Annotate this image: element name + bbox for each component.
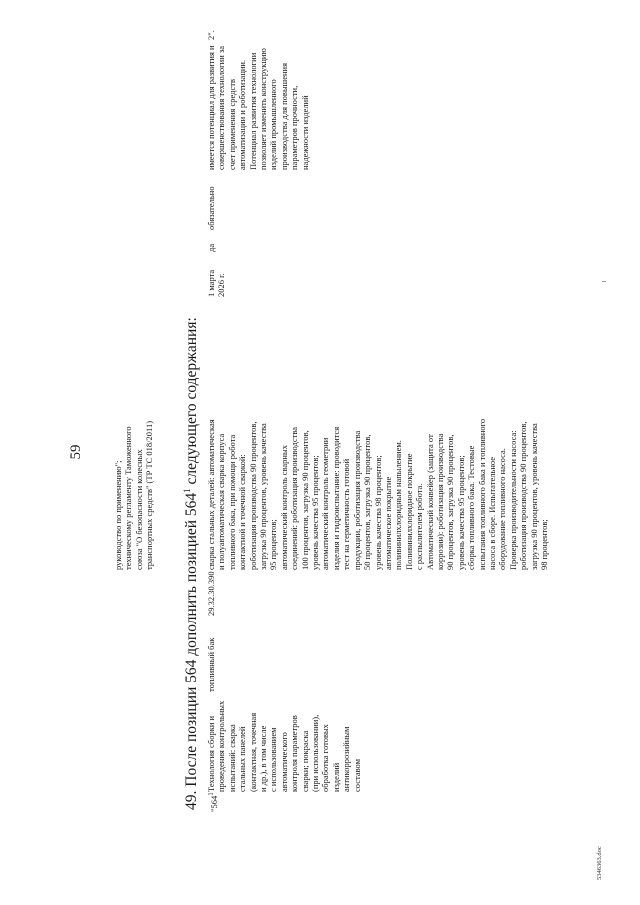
closing-mark: 2". bbox=[206, 30, 216, 40]
footer-file-code: 5346363.doc bbox=[596, 846, 603, 880]
row-number bbox=[206, 792, 219, 812]
product-code: 29.32.30.390 bbox=[206, 571, 216, 616]
document-page bbox=[30, 22, 610, 882]
edge-mark bbox=[602, 281, 606, 282]
product-name: топливный бак bbox=[206, 637, 216, 692]
status-value: обязательно bbox=[206, 186, 216, 230]
flag-value: да bbox=[206, 243, 216, 252]
continuation-text: руководство по применению"; техническому регламенту Таможенного союза "О безопасности колесных транспортных средств" (ТР ТС 018/2011) bbox=[113, 420, 155, 570]
development-note: имеется потенциал для развития и совершенствования технологии за счет применения средств автоматизации и роботизации. Потенциал развития технологии позволяет изменить конструкцию изделий промышленного производства для повышения параметров прочности, надежности изделий bbox=[206, 45, 310, 170]
page-number: 59 bbox=[68, 444, 84, 460]
heading-prefix: 49. После позиции 564 дополнить позицией 564 bbox=[183, 492, 201, 810]
row-number-text: "564 bbox=[208, 795, 219, 812]
technology-name: Технология сборки и проведения контрольных испытаний: сварка стальных панелей (контактная, точечная и др.), в том числе с использованием автоматического контроля параметров сварки; покраска (при использовании), обработка готовых изделий антикоррозийным составом bbox=[206, 700, 362, 792]
process-description: сварка стальных деталей: автоматическая и полуавтоматическая сварка корпуса топливного бака, при помощи робота контактной и точечной сваркой: роботизация производства 90 процентов, загрузка 90 процентов, уровень качества 95 процентов; автоматический контроль сварных соединений: роботизация производства 100 процентов, загрузка 90 процентов, уровень качества 95 процентов; автоматический контроль геометрии изделия и гидроиспытание: проводится тест на герметичность готовой продукции, роботизация производства 50 процентов, загрузка 90 процентов, уровень качества 98 процентов; автоматическое покрытие поливинилхлоридным напылением. Поливинилхлоридное покрытие с распылителем робота. Автоматический конвейер (защита от коррозии): роботизация производства 90 процентов, загрузка 90 процентов, уровень качества 95 процентов; сборка топливного бака. Тестовые испытания топливного бака и топливного насоса в сборе. Испытательное оборудование топливного насоса. Проверка производительности насоса: роботизация производства 90 процентов, загрузка 90 процентов, уровень качества 98 процентов; bbox=[206, 418, 549, 570]
heading-suffix: следующего содержания: bbox=[183, 317, 201, 489]
section-heading bbox=[182, 317, 201, 810]
heading-sup: 1 bbox=[182, 488, 192, 493]
row-number-sup: 1 bbox=[207, 792, 215, 796]
effective-date: 1 марта 2026 г. bbox=[206, 269, 227, 297]
